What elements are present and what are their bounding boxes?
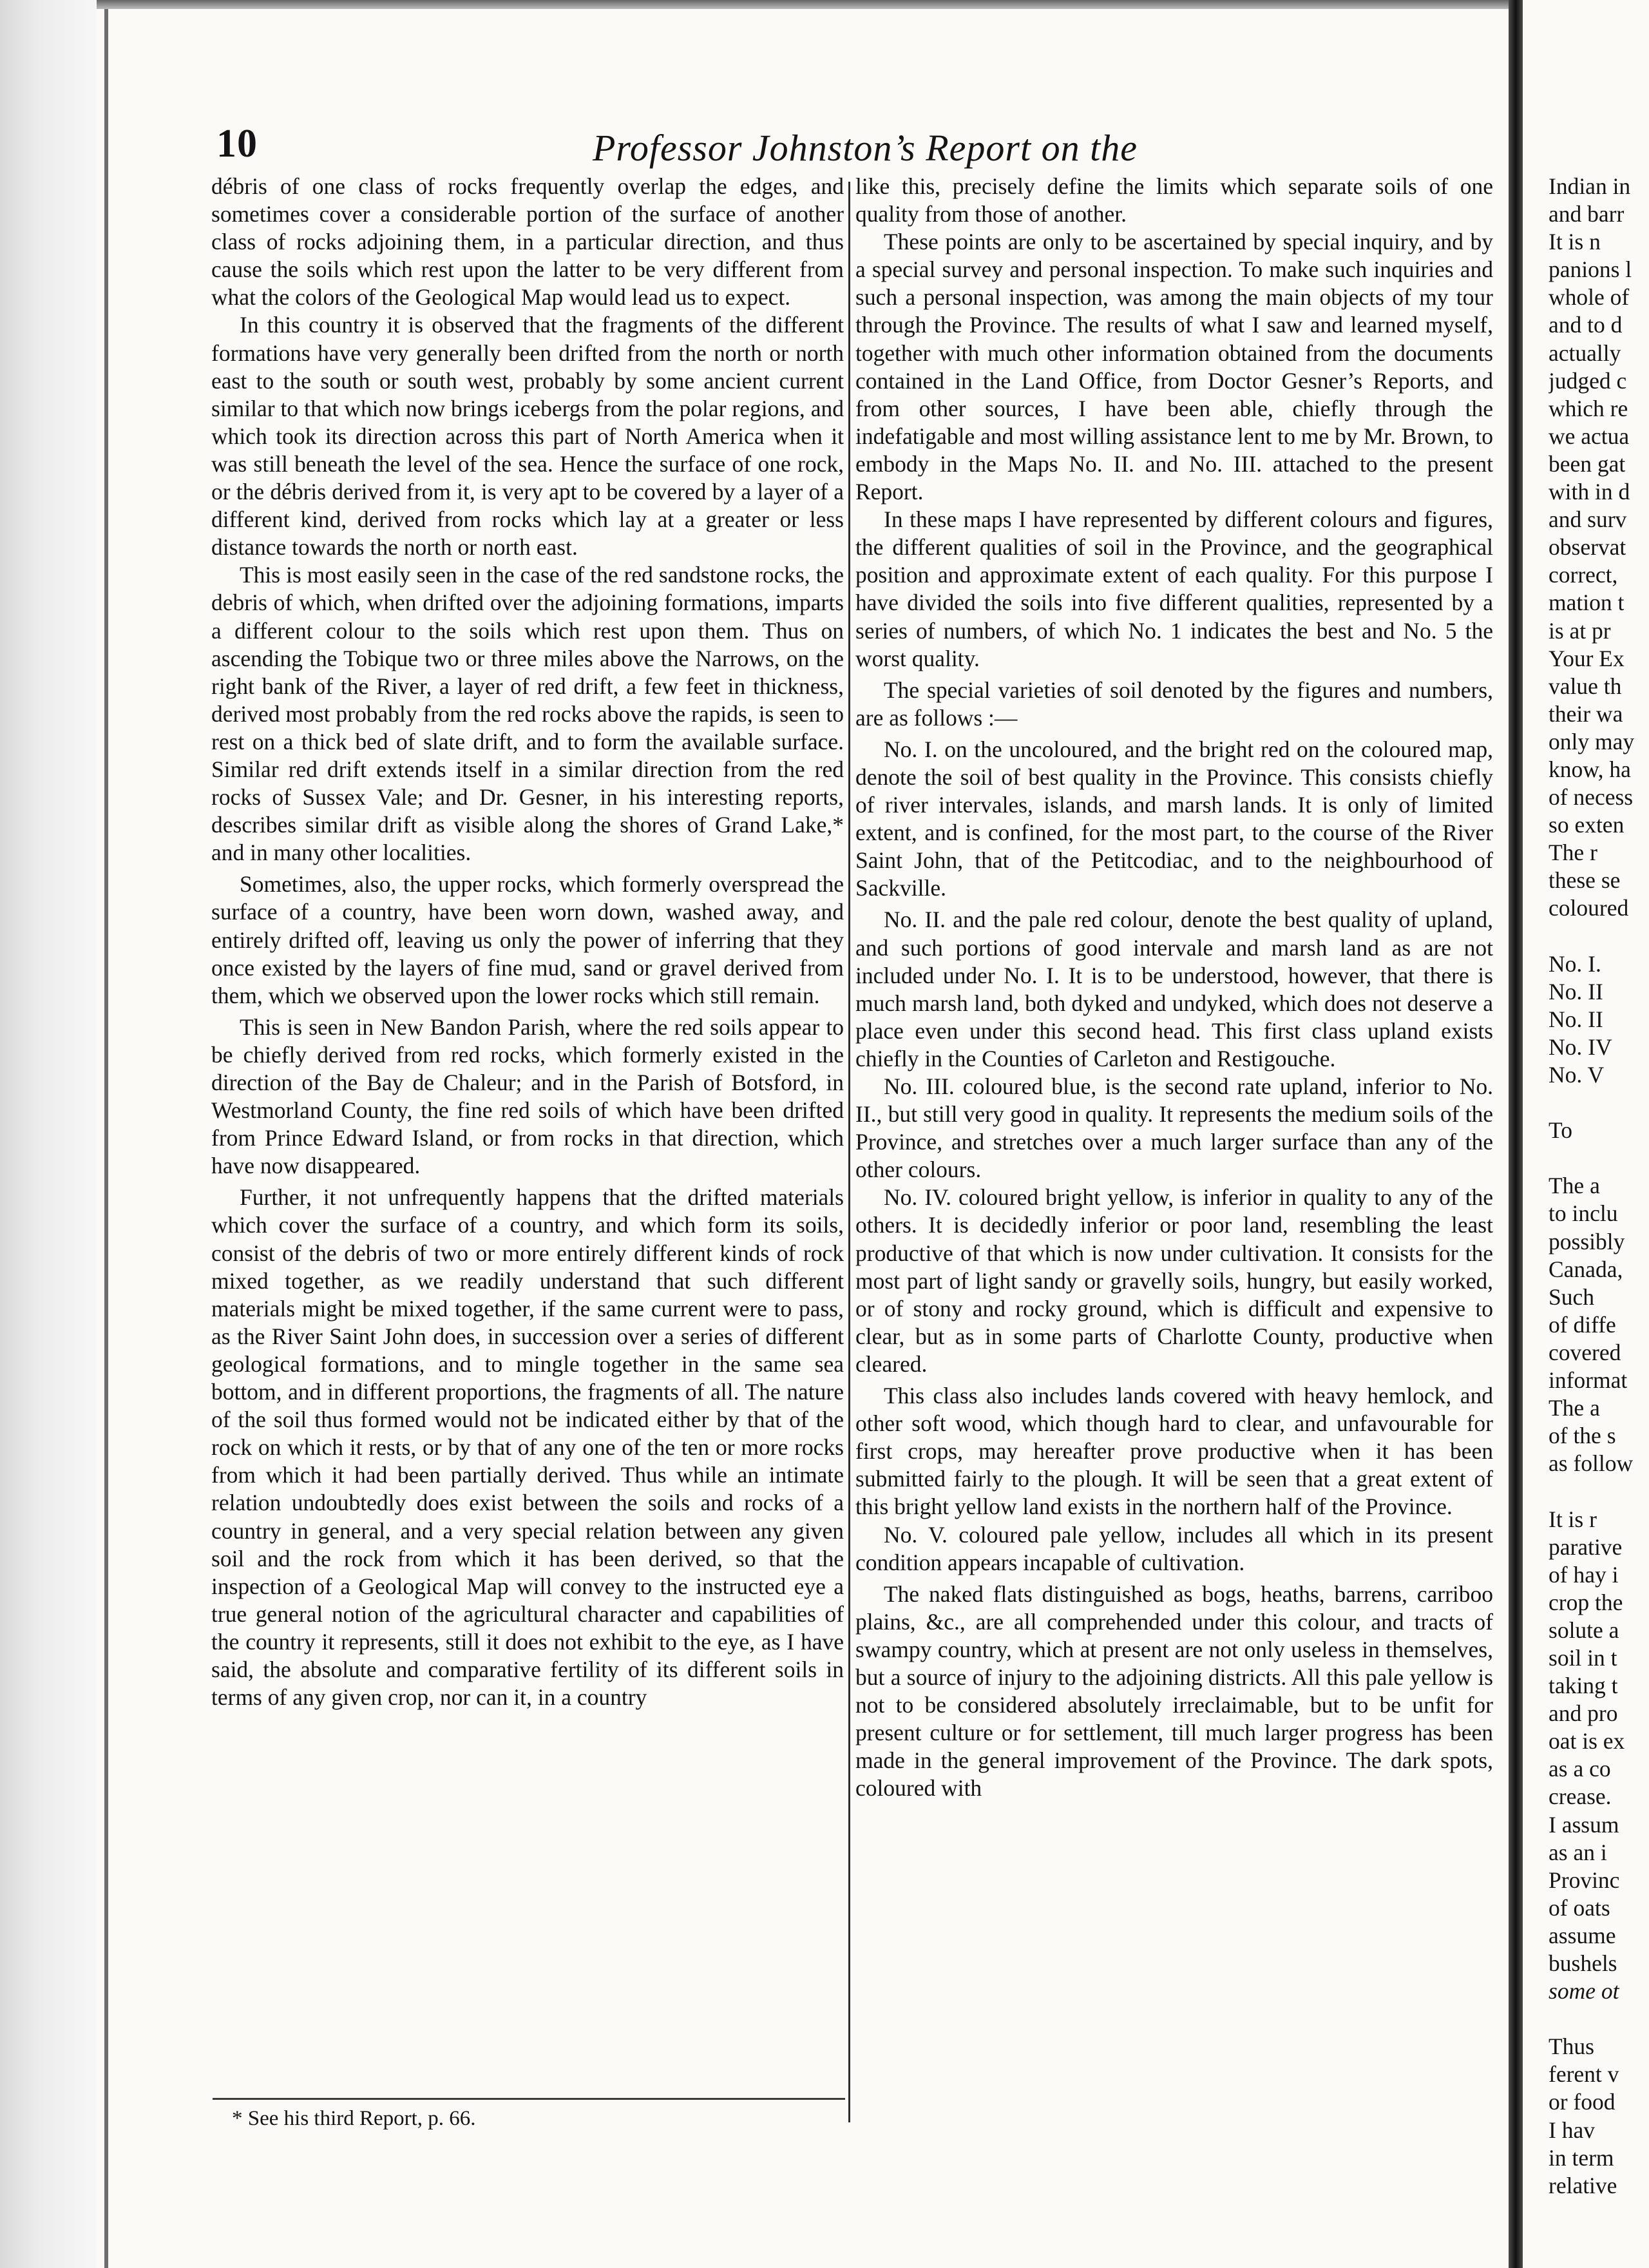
running-title: Professor Johnston’s Report on the	[593, 127, 1138, 169]
next-page-line: soil in t	[1549, 1644, 1617, 1671]
paragraph: No. V. coloured pale yellow, includes all which in its present condition appears incapable of cultivation.	[855, 1521, 1493, 1575]
next-page-line: of diffe	[1549, 1311, 1616, 1338]
next-page-line: and barr	[1549, 201, 1625, 227]
next-page-line: as an i	[1549, 1839, 1607, 1865]
paragraph: This is most easily seen in the case of the red sandstone rocks, the debris of which, when drifted over the adjoining formations, imparts a different colour to the soils which rest upon them. Thus on ascending the Tobique two or three miles above the Narrows, on the right bank of the River, a layer of red drift, a few feet in thickness, derived most probably from the red rocks above the rapids, is seen to rest on a thick bed of slate drift, and to form the available surface. Similar red drift extends itself in a similar direction from the red rocks of Sussex Vale; and Dr. Gesner, in his interesting reports, describes similar drift as visible along the shores of Grand Lake,* and in many other localities.	[211, 562, 844, 866]
paragraph: No. I. on the uncoloured, and the bright red on the coloured map, denote the soil of best quality in the Province. This consists chiefly of river intervales, islands, and marsh lands. It is only of limited extent, and is confined, for the most part, to the course of the River Saint John, that of the Petitcodiac, and to the neighbourhood of Sackville.	[855, 736, 1493, 901]
paragraph: In these maps I have represented by different colours and figures, the different qualities of soil in the Province, and the geographical position and approximate extent of each quality. For this purpose I have divided the soils into five different qualities, represented by a series of numbers, of which No. 1 indicates the best and No. 5 the worst quality.	[855, 506, 1493, 671]
next-page-line: as a co	[1549, 1756, 1611, 1782]
next-page-line: No. II	[1549, 978, 1603, 1004]
next-page-line: covered	[1549, 1339, 1621, 1365]
next-page-line: No. II	[1549, 1006, 1603, 1032]
paragraph: The naked flats distinguished as bogs, heaths, barrens, carriboo plains, &c., are all comprehended under this colour, and tracts of swampy country, which at present are not only useless in themselves, but a source of injury to the adjoining districts. All this pale yellow is not to be considered absolutely irreclaimable, but to be unfit for present culture or for settlement, till much larger progress has been made in the general improvement of the Province. The dark spots, coloured with	[855, 1581, 1493, 1802]
paragraph: Sometimes, also, the upper rocks, which formerly overspread the surface of a country, have been worn down, washed away, and entirely drifted off, leaving us only the power of inferring that they once existed by the layers of fine mud, sand or gravel derived from them, which we observed upon the lower rocks which still remain.	[211, 871, 844, 1008]
next-page-line: solute a	[1549, 1617, 1619, 1643]
footnote: * See his third Report, p. 66.	[232, 2107, 476, 2130]
next-page-line: crop the	[1549, 1589, 1623, 1615]
next-page-line: is at pr	[1549, 617, 1611, 644]
next-page-line: relative	[1549, 2172, 1617, 2198]
next-page-line: No. IV	[1549, 1033, 1612, 1060]
next-page-line: some ot	[1549, 1978, 1619, 2004]
next-page-line	[1549, 1477, 1649, 1505]
next-page-line: The a	[1549, 1395, 1600, 1421]
next-page-line: so exten	[1549, 812, 1625, 838]
next-page-line: judged c	[1549, 367, 1627, 394]
next-page-line: their wa	[1549, 700, 1623, 727]
next-page-line: or food	[1549, 2089, 1616, 2115]
next-page-line	[1549, 2005, 1649, 2033]
left-text-column	[211, 173, 844, 1711]
next-page-line: Canada,	[1549, 1256, 1623, 1282]
next-page-line: whole of	[1549, 284, 1630, 311]
binding-margin	[0, 0, 97, 2268]
next-page-line: possibly	[1549, 1228, 1625, 1254]
next-page-line: of hay i	[1549, 1561, 1619, 1588]
next-page-line: The a	[1549, 1173, 1600, 1199]
next-page-text	[1549, 173, 1649, 2200]
page-edge-rule	[104, 0, 108, 2268]
next-page-line: in term	[1549, 2144, 1614, 2171]
next-page-line: and surv	[1549, 506, 1627, 533]
next-page-line: correct,	[1549, 562, 1618, 588]
next-page-line: been gat	[1549, 450, 1626, 477]
right-text-column	[855, 173, 1493, 1802]
next-page-line: panions l	[1549, 256, 1632, 283]
next-page-line: assume	[1549, 1922, 1616, 1948]
next-page-line: It is r	[1549, 1506, 1597, 1532]
next-page-line: taking t	[1549, 1673, 1618, 1699]
next-page-line	[1549, 923, 1649, 950]
next-page-line: which re	[1549, 395, 1628, 421]
next-page-line: mation t	[1549, 590, 1625, 616]
page-number: 10	[216, 122, 258, 166]
next-page-line: Such	[1549, 1283, 1594, 1310]
next-page-line: and to d	[1549, 312, 1623, 338]
next-page-line: as follow	[1549, 1450, 1634, 1477]
next-page-line: we actua	[1549, 423, 1630, 449]
paragraph: The special varieties of soil denoted by the figures and numbers, are as follows :—	[855, 677, 1493, 731]
next-page-line: these se	[1549, 867, 1621, 894]
next-page-line: Thus	[1549, 2033, 1594, 2060]
paragraph: No. IV. coloured bright yellow, is inferior in quality to any of the others. It is decidedly inferior or poor land, resembling the least productive of that which is now under cultivation. It consists for the most part of light sandy or gravelly soils, hungry, but easily worked, or of stony and rocky ground, which is difficult and expensive to clear, but as in some parts of Charlotte County, productive when cleared.	[855, 1184, 1493, 1377]
footnote-rule	[213, 2098, 845, 2100]
paragraph: débris of one class of rocks frequently overlap the edges, and sometimes cover a considerable portion of the surface of another class of rocks adjoining them, in a particular direction, and thus cause the soils which rest upon the latter to be very different from what the colors of the Geological Map would lead us to expect.	[211, 173, 844, 311]
paragraph: like this, precisely define the limits which separate soils of one quality from those of another.	[855, 173, 1493, 227]
next-page-line	[1549, 1144, 1649, 1172]
next-page-line: know, ha	[1549, 756, 1631, 782]
next-page-line: of necess	[1549, 784, 1634, 811]
book-spine	[1509, 0, 1523, 2268]
next-page-line: No. I.	[1549, 950, 1601, 977]
next-page-line: parative	[1549, 1533, 1623, 1560]
next-page-line: The r	[1549, 840, 1597, 866]
next-page-line: Provinc	[1549, 1867, 1620, 1893]
next-page-line: ferent v	[1549, 2061, 1619, 2088]
next-page-line: oat is ex	[1549, 1728, 1625, 1754]
next-page-line: value th	[1549, 673, 1622, 699]
next-page-line: It is n	[1549, 229, 1601, 255]
next-page-line: Your Ex	[1549, 645, 1625, 671]
paragraph: These points are only to be ascertained by special inquiry, and by a special survey and personal inspection. To make such inquiries and such a personal inspection, was among the main objects of my tour through the Province. The results of what I saw and learned myself, together with much other information obtained from the documents contained in the Land Office, from Doctor Gesner’s Reports, and from other sources, I have been able, chiefly through the indefatigable and most willing assistance lent to me by Mr. Brown, to embody in the Maps No. II. and No. III. attached to the present Report.	[855, 229, 1493, 505]
next-page-line: To	[1549, 1117, 1572, 1144]
next-page-line: of oats	[1549, 1894, 1610, 1921]
column-divider	[848, 182, 850, 2122]
next-page-line: of the s	[1549, 1423, 1616, 1449]
next-page-line: I assum	[1549, 1811, 1619, 1838]
paragraph: No. III. coloured blue, is the second rate upland, inferior to No. II., but still very good in quality. It represents the medium soils of the Province, and stretches over a much larger surface than any of the other colours.	[855, 1073, 1493, 1183]
next-page-line: only may	[1549, 728, 1635, 754]
next-page-line: No. V	[1549, 1062, 1605, 1088]
paragraph: No. II. and the pale red colour, denote the best quality of upland, and such portions of good intervale and marsh land as are not included under No. I. It is to be understood, however, that there is much marsh land, both dyked and undyked, which does not deserve a place even under this second head. This first class upland exists chiefly in the Counties of Carleton and Restigouche.	[855, 907, 1493, 1072]
next-page-line: Indian in	[1549, 173, 1631, 199]
paragraph: Further, it not unfrequently happens that the drifted materials which cover the surface of a country, and which form its soils, consist of the debris of two or more entirely different kinds of rock mixed together, as we readily understand that such different materials might be mixed together, if the same current were to pass, as the River Saint John does, in succession over a series of different geological formations, and to mingle together in the same sea bottom, and in different proportions, the fragments of all. The nature of the soil thus formed would not be indicated either by that of the rock on which it rests, or by that of any one of the ten or more rocks from which it had been partially derived. Thus while an intimate relation undoubtedly does exist between the soils and rocks of a country in general, and a very special relation between any given soil and the rock from which it has been derived, so that the inspection of a Geological Map will convey to the instructed eye a true general notion of the agricultural character and capabilities of the country it represents, still it does not exhibit to the eye, as I have said, the absolute and comparative fertility of its different soils in terms of any given crop, nor can it, in a country	[211, 1184, 844, 1711]
page-top-edge	[97, 0, 1649, 9]
next-page-line: bushels	[1549, 1950, 1617, 1976]
next-page-line: with in d	[1549, 479, 1630, 505]
next-page-line: I hav	[1549, 2117, 1595, 2143]
next-page-line: actually	[1549, 340, 1621, 366]
next-page-line: observat	[1549, 534, 1626, 561]
next-page-line: crease.	[1549, 1783, 1612, 1810]
paragraph: In this country it is observed that the fragments of the different formations have very generally been drifted from the north or north east to the south or south west, probably by some ancient current similar to that which now brings icebergs from the polar regions, and which took its direction across this part of North America when it was still beneath the level of the sea. Hence the surface of one rock, or the débris derived from it, is very apt to be covered by a layer of a different kind, derived from rocks which lay at a greater or less distance towards the north or north east.	[211, 312, 844, 561]
paragraph: This class also includes lands covered with heavy hemlock, and other soft wood, which though hard to clear, and unfavourable for first crops, may hereafter prove productive when it has been submitted fairly to the plough. It will be seen that a great extent of this bright yellow land exists in the northern half of the Province.	[855, 1383, 1493, 1520]
next-page-line	[1549, 1089, 1649, 1117]
next-page-line: coloured	[1549, 895, 1629, 921]
next-page-line: informat	[1549, 1367, 1628, 1394]
next-page-line: and pro	[1549, 1700, 1618, 1727]
next-page-line: to inclu	[1549, 1200, 1618, 1227]
paragraph: This is seen in New Bandon Parish, where the red soils appear to be chiefly derived from red rocks, which formerly existed in the direction of the Bay de Chaleur; and in the Parish of Botsford, in Westmorland County, the fine red soils of which have been drifted from Prince Edward Island, or from rocks in that direction, which have now disappeared.	[211, 1014, 844, 1179]
